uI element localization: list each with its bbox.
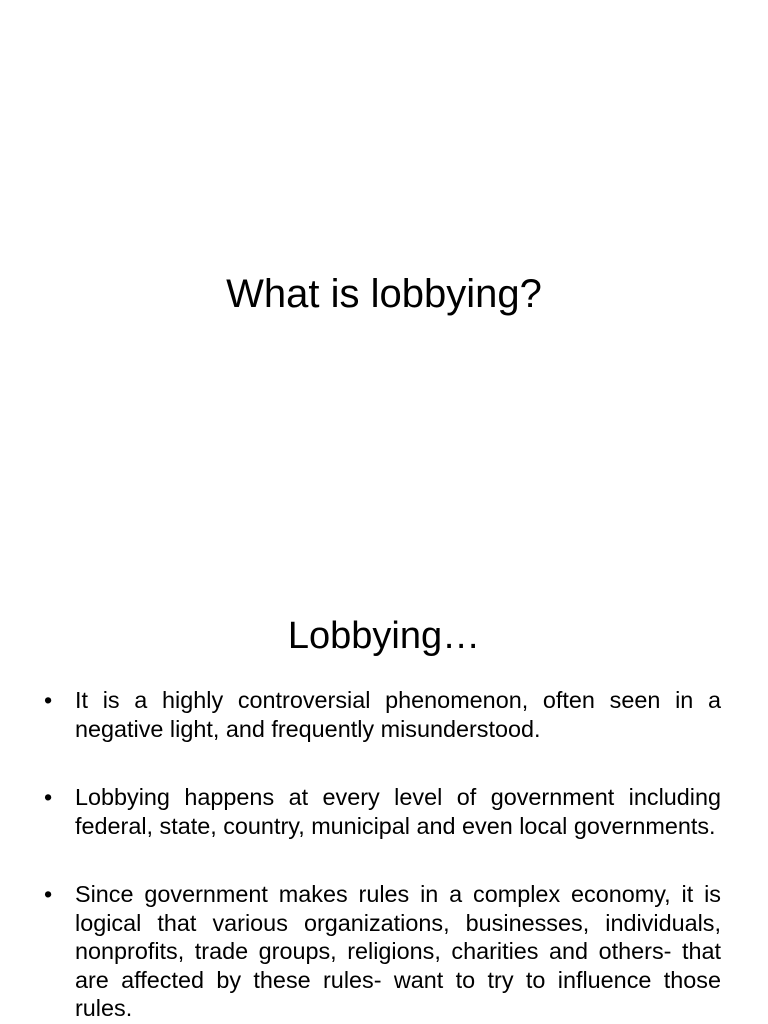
bullet-text: Lobbying happens at every level of government including federal, state, country, municipal and even local governments. — [75, 784, 721, 839]
bullet-list — [44, 686, 721, 1024]
bullet-text: Since government makes rules in a complex economy, it is logical that various organizations, businesses, individuals, nonprofits, trade groups, religions, charities and others- that are affected by these rules- want to try to influence those rules. — [75, 881, 721, 1021]
bullet-icon: • — [44, 784, 53, 810]
bullet-text: It is a highly controversial phenomenon, often seen in a negative light, and frequently misunderstood. — [75, 687, 721, 742]
content-slide — [0, 576, 768, 1024]
bullet-item — [44, 686, 721, 743]
bullet-item — [44, 880, 721, 1023]
bullet-item — [44, 783, 721, 840]
slide-title: Lobbying… — [287, 615, 481, 657]
slide-title: What is lobbying? — [226, 272, 542, 316]
bullet-icon: • — [44, 687, 53, 713]
bullet-icon: • — [44, 881, 53, 907]
